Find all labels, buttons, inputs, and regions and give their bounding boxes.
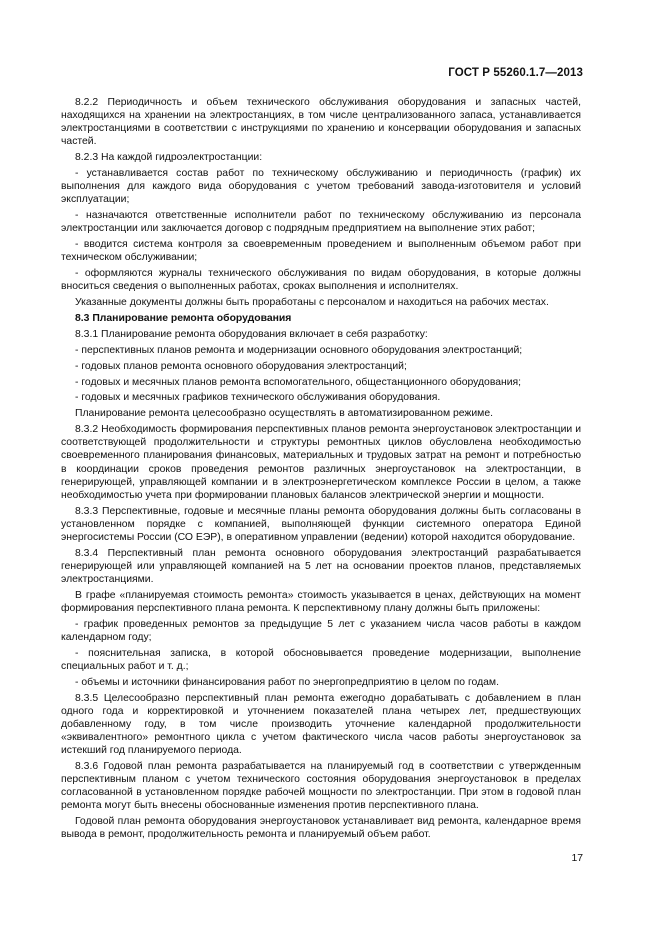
paragraph-8-2-2: 8.2.2 Периодичность и объем технического обслуживания оборудования и запасных частей, находящихся на хранении на электростанциях, в том числе централизованного запаса, устанавливается электростанциями в соответствии с инструкциями по хранению и консервации оборудования и запасных частей. [61, 97, 581, 148]
list-item: - годовых планов ремонта основного оборудования электростанций; [75, 360, 407, 372]
paragraph: Планирование ремонта целесообразно осуществлять в автоматизированном режиме. [75, 408, 493, 420]
paragraph: Годовой план ремонта оборудования энергоустановок устанавливает вид ремонта, календарное время вывода в ремонт, продолжительность ремонта и планируемый объем работ. [61, 816, 581, 841]
page-number: 17 [571, 853, 583, 864]
list-item: - график проведенных ремонтов за предыдущие 5 лет с указанием числа часов работы в каждом календарном году; [61, 618, 581, 643]
paragraph: В графе «планируемая стоимость ремонта» стоимость указывается в ценах, действующих на момент формирования перспективного плана ремонта. К перспективному плану должны быть приложены: [61, 589, 581, 614]
section-heading-8-3: 8.3 Планирование ремонта оборудования [75, 312, 292, 324]
paragraph-8-3-6: 8.3.6 Годовой план ремонта разрабатывается на планируемый год в соответствии с утвержденным перспективным планом с учетом технического состояния оборудования энергоустановок в пределах согласованной в установленном порядке рабочей мощности по электростанции. При этом в годовой план ремонта могут быть внесены обоснованные изменения против перспективного плана. [61, 760, 581, 812]
list-item: - назначаются ответственные исполнители работ по техническому обслуживанию из персонала электростанции или заключается договор с подрядным предприятием на выполнение этих работ; [61, 210, 581, 235]
list-item: - вводится система контроля за своевременным проведением и выполненным объемом работ при техническом обслуживании; [61, 239, 581, 264]
list-item: - годовых и месячных планов ремонта вспомогательного, общестанционного оборудования; [75, 376, 522, 388]
paragraph-8-3-5: 8.3.5 Целесообразно перспективный план ремонта ежегодно дорабатывать с добавлением в план одного года и корректировкой и уточнением показателей плана четырех лет, предшествующих добавленному году, в том числе производить уточнение календарной продолжительности «эквивалентного» ремонтного цикла с учетом фактического числа часов работы энергоустановок за истекший год планируемого периода. [61, 692, 581, 756]
paragraph: Указанные документы должны быть проработаны с персоналом и находиться на рабочих местах. [75, 297, 549, 309]
list-item: - устанавливается состав работ по техническому обслуживанию и периодичность (график) их выполнения для каждого вида оборудования с учетом требований завода-изготовителя и условий эксплуатации; [61, 168, 581, 206]
paragraph-8-3-2: 8.3.2 Необходимость формирования перспективных планов ремонта энергоустановок электростанции и соответствующей продолжительности и структуры ремонтных циклов обусловлена необходимостью своевременного планирования финансовых, материальных и трудовых затрат на ремонт и потребностью в координации сроков проведения ремонтов различных энергоустановок на электростанции, в генерирующей, управляющей компании и в электроэнергетическом комплексе России в целом, а также необходимостью учета при формировании плановых балансов электрической энергии и мощности. [61, 424, 581, 501]
document-body [61, 96, 581, 844]
list-item: - объемы и источники финансирования работ по энергопредприятию в целом по годам. [75, 676, 499, 688]
paragraph-8-3-1: 8.3.1 Планирование ремонта оборудования включает в себя разработку: [75, 328, 428, 340]
list-item: - оформляются журналы технического обслуживания по видам оборудования, в которые должны вноситься сведения о выполненных работах, сроках выполнения и исполнителях. [61, 268, 581, 293]
paragraph-8-3-4: 8.3.4 Перспективный план ремонта основного оборудования электростанций разрабатывается генерирующей или управляющей компанией на 5 лет на основании проектов планов, представляемых электростанциями. [61, 547, 581, 585]
document-code-header: ГОСТ Р 55260.1.7—2013 [448, 67, 583, 79]
paragraph-8-3-3: 8.3.3 Перспективные, годовые и месячные планы ремонта оборудования должны быть согласованы в установленном порядке с компанией, выполняющей функции системного оператора Единой энергосистемы России (СО ЕЭР), в оперативном управлении (ведении) которой находится оборудование. [61, 505, 581, 543]
list-item: - годовых и месячных графиков технического обслуживания оборудования. [75, 392, 441, 404]
paragraph-8-2-3: 8.2.3 На каждой гидроэлектростанции: [75, 152, 263, 164]
list-item: - перспективных планов ремонта и модернизации основного оборудования электростанций; [75, 344, 523, 356]
list-item: - пояснительная записка, в которой обосновывается проведение модернизации, выполнение специальных работ и т. д.; [61, 647, 581, 672]
